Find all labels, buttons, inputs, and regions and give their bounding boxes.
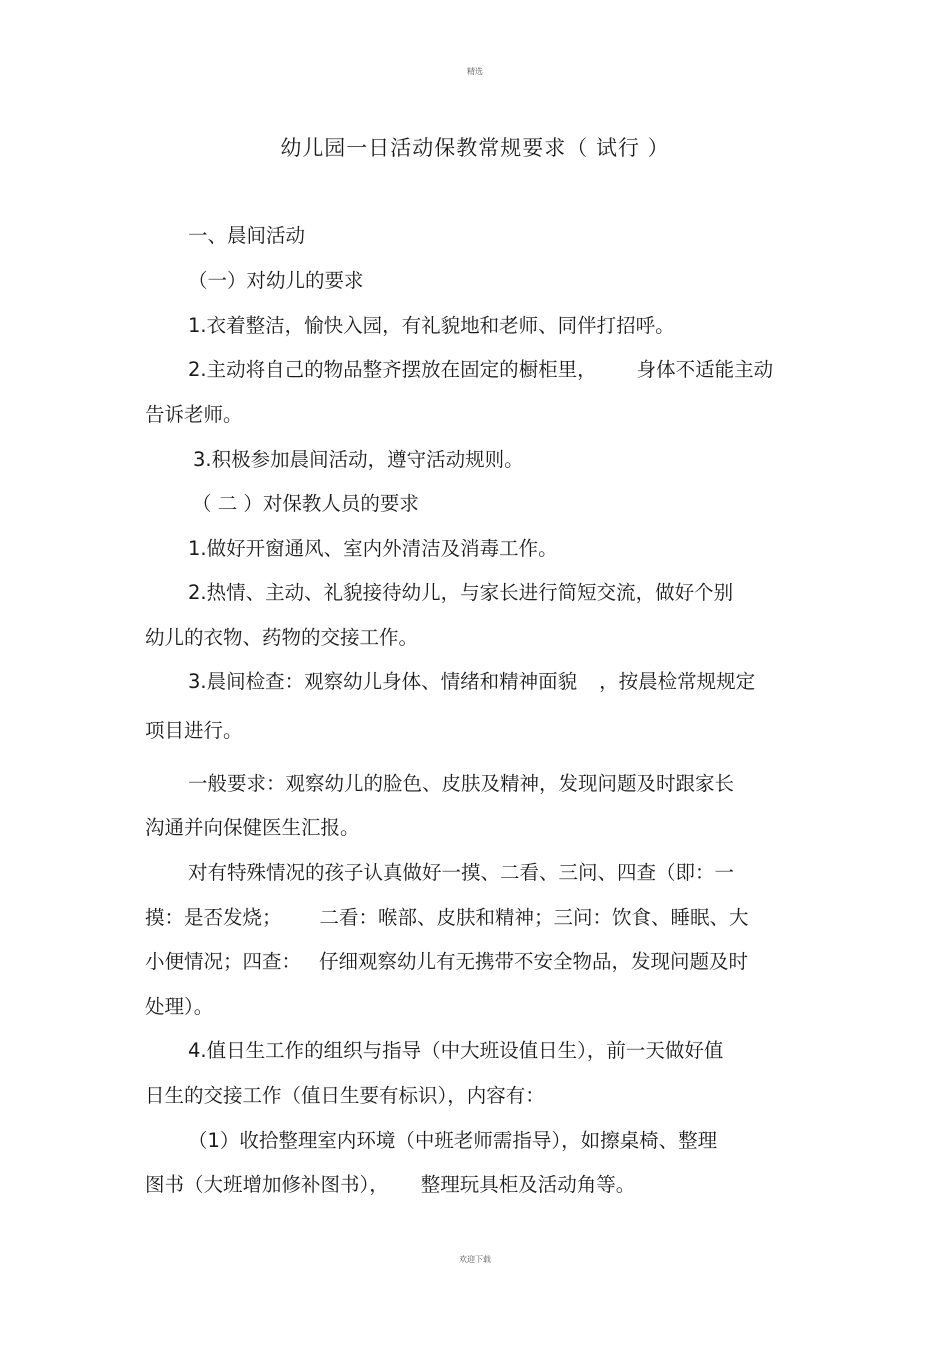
paragraph-line: 1.做好开窗通风、室内外清洁及消毒工作。 <box>188 537 558 560</box>
section-heading: 一、晨间活动 <box>188 224 306 247</box>
paragraph-line <box>145 906 749 930</box>
paragraph-line: 告诉老师。 <box>145 403 243 426</box>
page-footer: 欢迎下载 <box>459 1255 491 1264</box>
paragraph-line: 4.值日生工作的组织与指导（中大班设值日生），前一天做好值 <box>188 1039 724 1062</box>
paragraph-line <box>145 1173 635 1197</box>
paragraph-line: 处理）。 <box>145 995 214 1018</box>
paragraph-line: （1）收拾整理室内环境（中班老师需指导），如擦桌椅、整理 <box>188 1129 718 1152</box>
paragraph-line <box>145 950 748 974</box>
text-segment: 二看：喉部、皮肤和精神；三问：饮食、睡眠、大 <box>319 906 749 929</box>
paragraph-line: 2.热情、主动、礼貌接待幼儿，与家长进行简短交流，做好个别 <box>188 581 734 604</box>
text-segment: 仔细观察幼儿有无携带不安全物品，发现问题及时 <box>319 950 749 973</box>
paragraph-line: 对有特殊情况的孩子认真做好一摸、二看、三问、四查（即：一 <box>188 861 735 884</box>
paragraph-line: 3.积极参加晨间活动，遵守活动规则。 <box>193 448 524 471</box>
paragraph-line <box>188 670 755 694</box>
text-segment: 3.晨间检查：观察幼儿身体、情绪和精神面貌 <box>188 670 578 693</box>
text-segment: 图书（大班增加修补图书）， <box>145 1173 389 1196</box>
text-segment: 身体不适能主动 <box>636 358 774 381</box>
paragraph-line: 1.衣着整洁，愉快入园，有礼貌地和老师、同伴打招呼。 <box>188 314 675 337</box>
text-segment: 2.主动将自己的物品整齐摆放在固定的橱柜里， <box>188 358 597 381</box>
paragraph-line <box>188 358 773 382</box>
paragraph-line: 沟通并向保健医生汇报。 <box>145 816 360 839</box>
text-segment: 小便情况；四查： <box>145 950 302 973</box>
document-title: 幼儿园一日活动保教常规要求（ 试行 ） <box>280 136 670 160</box>
paragraph-line: 幼儿的衣物、药物的交接工作。 <box>145 626 419 649</box>
page-header: 精选 <box>467 67 483 76</box>
paragraph-line: 一般要求：观察幼儿的脸色、皮肤及精神，发现问题及时跟家长 <box>188 772 735 795</box>
text-segment: ，按晨检常规规定 <box>599 670 756 693</box>
text-segment: 整理玩具柜及活动角等。 <box>420 1173 636 1196</box>
subsection-heading: （一）对幼儿的要求 <box>188 269 364 292</box>
text-segment: 摸：是否发烧； <box>145 906 282 929</box>
subsection-heading: （ 二 ）对保教人员的要求 <box>192 492 419 515</box>
paragraph-line: 日生的交接工作（值日生要有标识），内容有： <box>145 1084 545 1107</box>
paragraph-line: 项目进行。 <box>145 719 243 742</box>
